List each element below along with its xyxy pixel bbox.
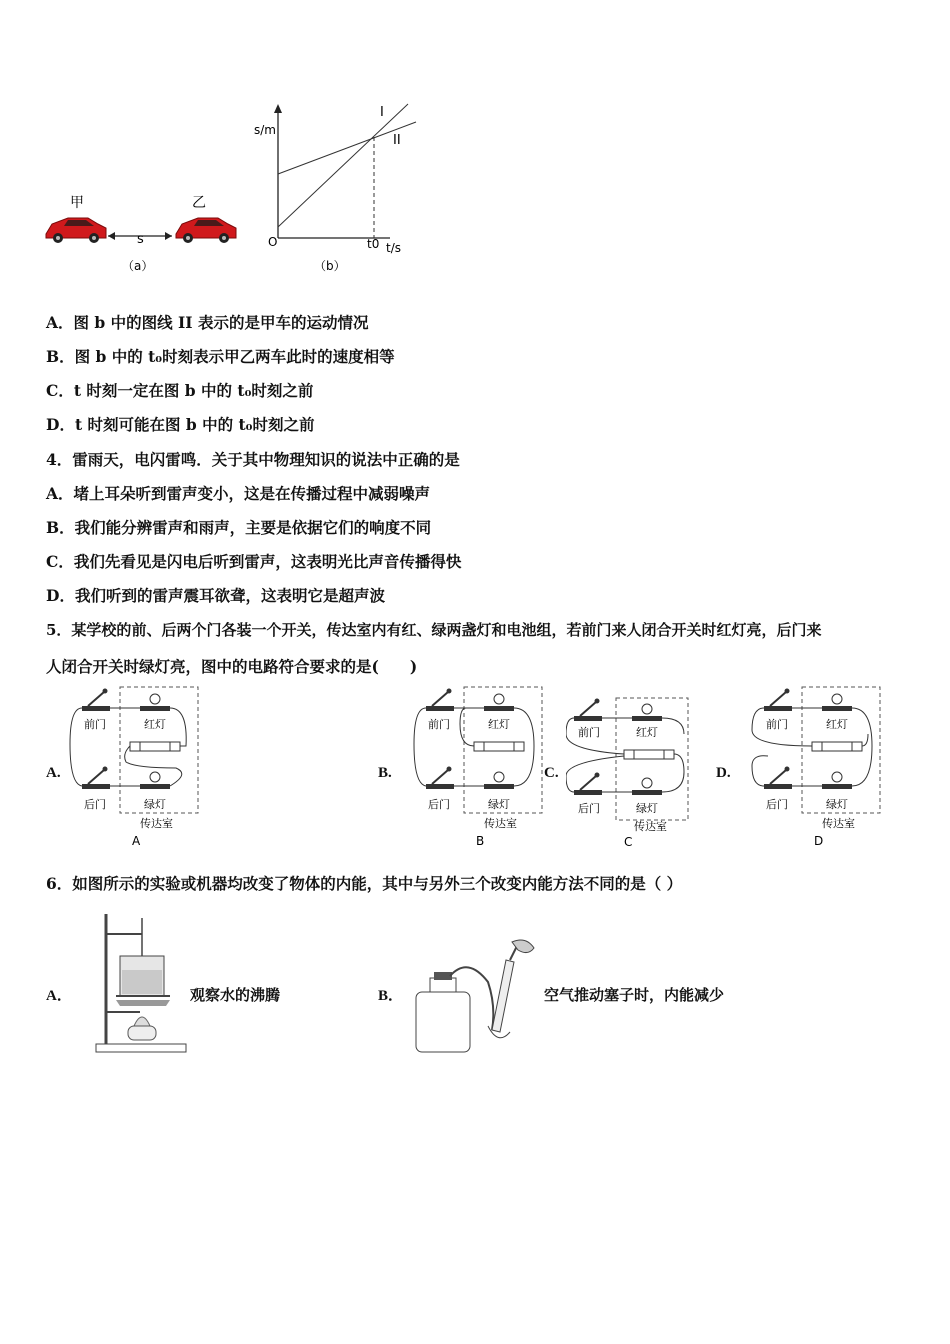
front-door-switch-icon [426, 689, 454, 712]
front-door-switch-icon [574, 699, 602, 722]
back-door-switch-icon [764, 767, 792, 790]
battery-icon [812, 742, 862, 751]
back-door-switch-icon [426, 767, 454, 790]
fig-letter-b: B [476, 834, 485, 848]
green-lamp-icon [632, 778, 662, 795]
green-lamp-icon [484, 772, 514, 789]
back-door-switch-icon [574, 773, 602, 796]
t0-label: t0 [367, 237, 380, 251]
room-label: 传达室 [634, 820, 667, 833]
q4-option-b: B．我们能分辨雷声和雨声，主要是依据它们的响度不同 [46, 518, 432, 537]
q6-stem: 6．如图所示的实验或机器均改变了物体的内能，其中与另外三个改变内能方法不同的是（ ） [46, 874, 683, 893]
back-door-label: 后门 [428, 798, 450, 811]
car-yi-label: 乙 [192, 195, 206, 211]
circuit-c [566, 690, 696, 856]
x-axis-label: t/s [386, 241, 401, 255]
front-door-label: 前门 [84, 718, 106, 731]
front-door-label: 前门 [766, 718, 788, 731]
back-door-label: 后门 [766, 798, 788, 811]
origin-label: O [268, 235, 278, 249]
q3-option-c: C．t 时刻一定在图 b 中的 t₀时刻之前 [46, 381, 314, 400]
q4-stem: 4．雷雨天，电闪雷鸣．关于其中物理知识的说法中正确的是 [46, 450, 460, 469]
car-jia-icon [46, 218, 106, 243]
y-axis-label: s/m [254, 123, 276, 137]
q6-option-b-label: B． [378, 988, 404, 1004]
front-door-label: 前门 [578, 726, 600, 739]
circuit-b [410, 684, 550, 850]
front-door-label: 前门 [428, 718, 450, 731]
air-pump-bottle-icon [410, 936, 546, 1056]
cars-figure [40, 188, 250, 278]
back-door-switch-icon [82, 767, 110, 790]
q3-option-d: D．t 时刻可能在图 b 中的 t₀时刻之前 [46, 415, 315, 434]
red-lamp-label: 红灯 [826, 718, 848, 731]
back-door-label: 后门 [84, 798, 106, 811]
fig-letter-d: D [814, 834, 824, 848]
caption-a: （a） [122, 259, 154, 273]
q5-stem-line2: 人闭合开关时绿灯亮，图中的电路符合要求的是( ) [46, 657, 418, 676]
front-door-switch-icon [764, 689, 792, 712]
q5-stem-line1: 5．某学校的前、后两个门各装一个开关，传达室内有红、绿两盏灯和电池组，若前门来人闭合开关时红灯亮，后门来 [46, 621, 822, 639]
battery-icon [624, 750, 674, 759]
green-lamp-label: 绿灯 [488, 798, 510, 811]
back-door-label: 后门 [578, 802, 600, 815]
st-graph [250, 100, 420, 275]
green-lamp-label: 绿灯 [636, 802, 658, 815]
room-label: 传达室 [140, 817, 173, 830]
q4-option-c: C．我们先看见是闪电后听到雷声，这表明光比声音传播得快 [46, 552, 462, 571]
room-label: 传达室 [484, 817, 517, 830]
q5-option-c-label: C. [544, 765, 559, 781]
fig-letter-c: C [624, 835, 633, 849]
green-lamp-label: 绿灯 [144, 798, 166, 811]
red-lamp-label: 红灯 [144, 718, 166, 731]
distance-label: s [137, 232, 144, 247]
boiling-water-apparatus-icon [90, 908, 190, 1056]
q6-option-b-caption: 空气推动塞子时，内能减少 [544, 986, 725, 1004]
green-lamp-icon [140, 772, 170, 789]
red-lamp-icon [822, 694, 852, 711]
red-lamp-icon [484, 694, 514, 711]
graph-line-1 [278, 104, 408, 227]
q3-option-a: A．图 b 中的图线 II 表示的是甲车的运动情况 [46, 313, 369, 332]
battery-icon [474, 742, 524, 751]
q4-option-a: A．堵上耳朵听到雷声变小，这是在传播过程中减弱噪声 [46, 484, 431, 503]
line-2-label: II [393, 133, 401, 148]
q4-option-d: D．我们听到的雷声震耳欲聋，这表明它是超声波 [46, 586, 385, 605]
car-yi-icon [176, 218, 236, 243]
red-lamp-icon [632, 704, 662, 721]
room-label: 传达室 [822, 817, 855, 830]
red-lamp-label: 红灯 [488, 718, 510, 731]
line-1-label: I [380, 105, 384, 120]
q3-option-b: B．图 b 中的 t₀时刻表示甲乙两车此时的速度相等 [46, 347, 395, 366]
q5-option-b-label: B. [378, 765, 392, 781]
q6-option-a-label: A． [46, 988, 72, 1004]
caption-b: （b） [314, 259, 346, 273]
q5-option-d-label: D. [716, 765, 731, 781]
q5-option-a-label: A. [46, 765, 61, 781]
red-lamp-label: 红灯 [636, 726, 658, 739]
red-lamp-icon [140, 694, 170, 711]
car-jia-label: 甲 [70, 195, 84, 211]
q6-option-a-caption: 观察水的沸腾 [190, 986, 281, 1004]
green-lamp-icon [822, 772, 852, 789]
circuit-a [66, 684, 206, 850]
fig-letter-a: A [132, 834, 141, 848]
graph-line-2 [278, 122, 416, 174]
circuit-d [748, 684, 888, 850]
front-door-switch-icon [82, 689, 110, 712]
green-lamp-label: 绿灯 [826, 798, 848, 811]
battery-icon [130, 742, 180, 751]
